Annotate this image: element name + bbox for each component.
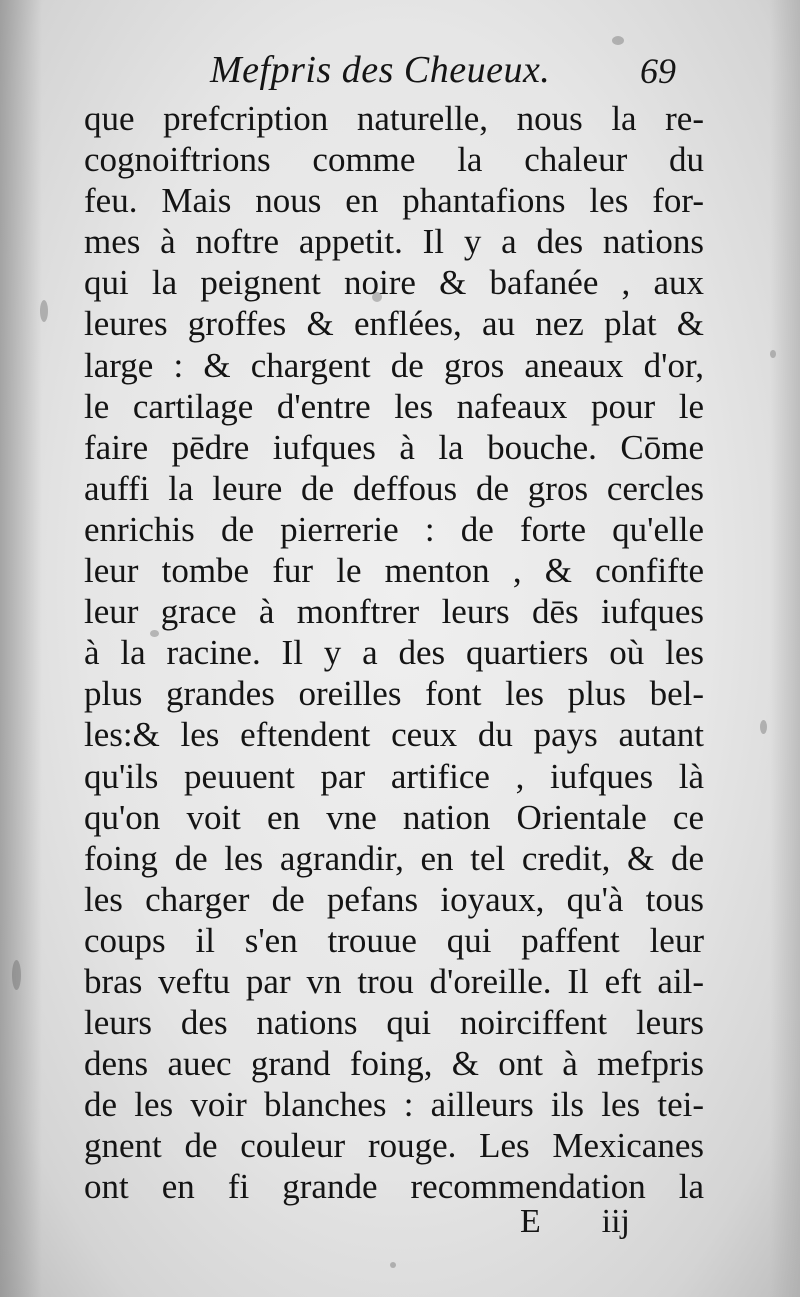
text-line: ont en fi grande recommendation la: [84, 1167, 704, 1207]
text-line: coups il s'en trouue qui paffent leur: [84, 920, 704, 960]
text-line: leur grace à monftrer leurs dēs iufques: [84, 592, 704, 632]
running-title: Mefpris des Cheueux.: [210, 49, 551, 91]
text-line: que prefcription naturelle, nous la re-: [84, 99, 704, 138]
text-line: leur tombe fur le menton , & confifte: [84, 551, 704, 591]
text-line: large : & chargent de gros aneaux d'or,: [84, 345, 704, 385]
text-line: bras veftu par vn trou d'oreille. Il eft ail-: [84, 961, 704, 1001]
text-line: le cartilage d'entre les nafeaux pour le: [84, 386, 704, 426]
text-line: qu'on voit en vne nation Orientale ce: [84, 797, 704, 837]
text-line: les charger de pefans ioyaux, qu'à tous: [84, 879, 704, 919]
paper-speck: [150, 630, 159, 637]
text-line: qu'ils peuuent par artifice , iufques là: [84, 756, 704, 796]
text-line: qui la peignent noire & bafanée , aux: [84, 263, 704, 303]
text-line: les:& les eftendent ceux du pays autant: [84, 715, 704, 755]
text-line: leures groffes & enflées, au nez plat &: [84, 304, 704, 344]
text-line: faire pēdre iufques à la bouche. Cōme: [84, 427, 704, 467]
text-line: cognoiftrions comme la chaleur du: [84, 140, 704, 180]
paper-speck: [12, 960, 21, 990]
signature-mark: [520, 1203, 630, 1241]
text-line: dens auec grand foing, & ont à mefpris: [84, 1044, 704, 1084]
text-line: feu. Mais nous en phantafions les for-: [84, 181, 704, 221]
paper-speck: [770, 350, 776, 358]
text-line: plus grandes oreilles font les plus bel-: [84, 674, 704, 714]
paper-speck: [372, 292, 382, 302]
body-text: [84, 98, 704, 1208]
text-line: gnent de couleur rouge. Les Mexicanes: [84, 1126, 704, 1166]
signature-letter: E: [520, 1203, 541, 1240]
paper-speck: [612, 36, 624, 45]
text-line: à la racine. Il y a des quartiers où les: [84, 633, 704, 673]
text-line: auffi la leure de deffous de gros cercles: [84, 468, 704, 508]
paper-speck: [40, 300, 48, 322]
signature-numeral: iij: [601, 1203, 630, 1240]
paper-speck: [390, 1262, 396, 1268]
text-line: de les voir blanches : ailleurs ils les tei-: [84, 1085, 704, 1125]
running-head: [0, 42, 800, 98]
text-line: leurs des nations qui noirciffent leurs: [84, 1003, 704, 1043]
text-line: mes à noftre appetit. Il y a des nations: [84, 222, 704, 262]
page-number: 69: [640, 51, 676, 91]
text-line: foing de les agrandir, en tel credit, & de: [84, 838, 704, 878]
paper-speck: [760, 720, 767, 734]
text-line: enrichis de pierrerie : de forte qu'elle: [84, 509, 704, 549]
